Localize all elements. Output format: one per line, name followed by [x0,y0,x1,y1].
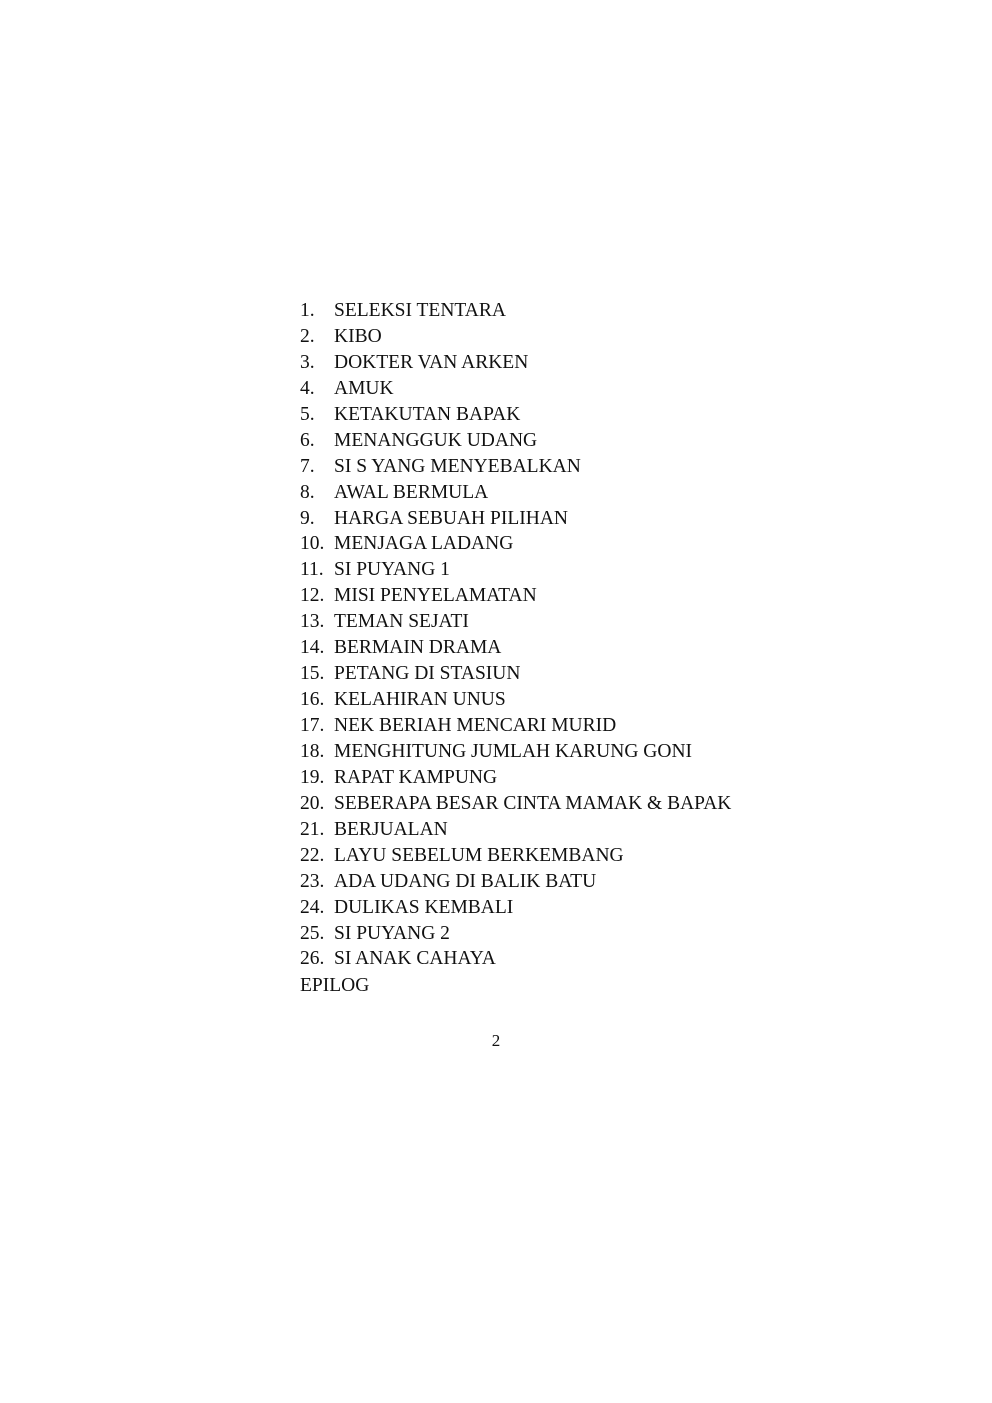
toc-entry-title: ADA UDANG DI BALIK BATU [334,870,597,892]
toc-entry-title: MENANGGUK UDANG [334,429,538,451]
toc-entry-number: 11. [300,559,324,581]
toc-entry [300,946,731,972]
toc-entry-number: 18. [300,740,325,762]
toc-entry [300,661,731,687]
toc-entry-number: 23. [300,870,325,892]
toc-entry-number: 20. [300,792,325,814]
toc-entry-title: KIBO [334,325,382,347]
toc-entry [300,895,731,921]
toc-entry-number: 25. [300,922,325,944]
toc-entry-title: SI S YANG MENYEBALKAN [334,455,581,477]
toc-entry-title: HARGA SEBUAH PILIHAN [334,507,569,529]
toc-entry [300,765,731,791]
toc-entry [300,454,731,480]
toc-entry-title: DULIKAS KEMBALI [334,896,514,918]
toc-entry-number: 17. [300,715,325,736]
toc-entry-number: 3. [300,351,315,373]
toc-entry-number: 19. [300,766,325,788]
toc-entry-number: 13. [300,611,325,633]
toc-entry-title: LAYU SEBELUM BERKEMBANG [334,844,624,866]
toc-entry [300,869,731,895]
toc-epilog: EPILOG [300,975,370,996]
toc-entry-number: 21. [300,818,325,840]
toc-entry-title: MENGHITUNG JUMLAH KARUNG GONI [334,740,693,762]
toc-entry-number: 4. [300,377,315,399]
toc-entry-number: 15. [300,663,325,685]
toc-entry [300,402,731,428]
page-number: 2 [491,1031,501,1050]
toc-entry [300,687,731,713]
toc-entry-number: 9. [300,507,315,529]
toc-entry [300,376,731,402]
toc-entry-title: TEMAN SEJATI [334,611,469,633]
toc-entry-title: SI PUYANG 2 [334,922,450,944]
toc-entry-title: SELEKSI TENTARA [334,300,506,321]
toc-entry-number: 12. [300,585,325,607]
toc-entry [300,480,731,506]
toc-entry [300,506,731,532]
toc-entry-title: AMUK [334,377,394,399]
toc-entry-number: 7. [300,455,315,477]
toc-entry-number: 10. [300,533,325,555]
toc-entry-title: SEBERAPA BESAR CINTA MAMAK & BAPAK [334,792,732,814]
toc-entry-number: 2. [300,325,315,347]
toc-entry [300,557,731,583]
toc-entry [300,817,731,843]
toc-entry-number: 24. [300,896,325,918]
toc-entry [300,843,731,869]
toc-entry-title: BERMAIN DRAMA [334,637,502,659]
toc-entry [300,531,731,557]
toc-entry [300,298,731,324]
toc-entry-title: MISI PENYELAMATAN [334,585,537,607]
toc-entry [300,324,731,350]
toc-entry [300,713,731,739]
toc-entry [300,583,731,609]
toc-entry-title: PETANG DI STASIUN [334,663,521,685]
toc-entry-title: SI PUYANG 1 [334,559,450,581]
toc-entry [300,350,731,376]
toc-entry-number: 6. [300,429,315,451]
toc-entry [300,791,731,817]
toc-entry-title: KELAHIRAN UNUS [334,689,506,711]
toc-entry [300,609,731,635]
toc-entry [300,635,731,661]
toc-entry [300,428,731,454]
toc-entry-number: 16. [300,689,325,711]
toc-entry-number: 14. [300,637,325,659]
toc-entry-number: 22. [300,844,325,866]
toc-entry-title: RAPAT KAMPUNG [334,766,498,788]
toc-entry-number: 5. [300,403,315,425]
toc-entry [300,739,731,765]
toc-entry-number: 8. [300,481,315,503]
toc-entry [300,921,731,947]
toc-entry-title: NEK BERIAH MENCARI MURID [334,715,617,736]
toc-entry-title: SI ANAK CAHAYA [334,948,496,970]
toc-entry-title: AWAL BERMULA [334,481,489,503]
toc-entry-title: KETAKUTAN BAPAK [334,403,521,425]
toc-entry-number: 26. [300,948,325,970]
toc-entry-title: MENJAGA LADANG [334,533,514,555]
toc-entry-title: BERJUALAN [334,818,448,840]
table-of-contents [300,298,731,972]
toc-entry-number: 1. [300,300,315,321]
toc-entry-title: DOKTER VAN ARKEN [334,351,529,373]
